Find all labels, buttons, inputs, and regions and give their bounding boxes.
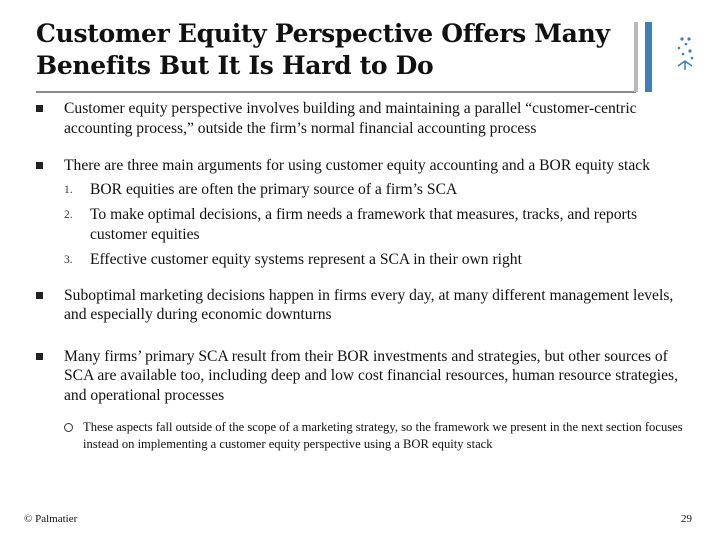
sub-bullet-text: These aspects fall outside of the scope of a marketing strategy, so the framework we present in the next section focuses instead on implementing a customer equity perspective using a BOR equity stack: [83, 420, 683, 451]
bullet-text: Many firms’ primary SCA result from their BOR investments and strategies, but other sources of SCA are available too, including deep and low cost financial resources, human resource strategies, and operational processes: [64, 347, 679, 404]
sub-bullet-item: [34, 419, 694, 453]
dots-arrow-logo-icon: [670, 30, 700, 75]
ring-bullet-icon: [64, 423, 73, 432]
bullet-item: [34, 156, 694, 270]
item-text: To make optimal decisions, a firm needs a framework that measures, tracks, and reports customer equities: [90, 206, 638, 243]
copyright-footer: © Palmatier: [24, 513, 78, 525]
item-number: 3.: [64, 254, 73, 266]
bullet-text: There are three main arguments for using customer equity accounting and a BOR equity stack: [64, 157, 651, 174]
decorative-blue-bar: [645, 22, 652, 92]
bullet-item: [34, 99, 694, 138]
numbered-item: [64, 250, 694, 270]
numbered-item: [64, 180, 694, 200]
square-bullet-icon: [36, 353, 43, 360]
bullet-item: [34, 286, 694, 325]
decorative-gray-bar: [634, 22, 638, 92]
page-number: 29: [681, 513, 692, 525]
bullet-item: [34, 347, 694, 406]
title-divider: [36, 91, 636, 93]
item-number: 2.: [64, 209, 73, 221]
slide-title: Customer Equity Perspective Offers Many Benefits But It Is Hard to Do: [36, 19, 610, 80]
square-bullet-icon: [36, 105, 43, 112]
item-text: Effective customer equity systems represent a SCA in their own right: [90, 251, 522, 268]
numbered-list: [64, 180, 694, 270]
slide-body: [34, 99, 694, 453]
bullet-text: Customer equity perspective involves building and maintaining a parallel “customer-centric accounting process,” outside the firm’s normal financial accounting process: [64, 100, 637, 137]
item-number: 1.: [64, 183, 73, 196]
numbered-item: [64, 205, 694, 244]
square-bullet-icon: [36, 162, 43, 169]
bullet-text: Suboptimal marketing decisions happen in firms every day, at many different management levels, and especially during economic downturns: [64, 286, 674, 323]
item-text: BOR equities are often the primary source of a firm’s SCA: [90, 180, 458, 198]
square-bullet-icon: [36, 292, 43, 299]
